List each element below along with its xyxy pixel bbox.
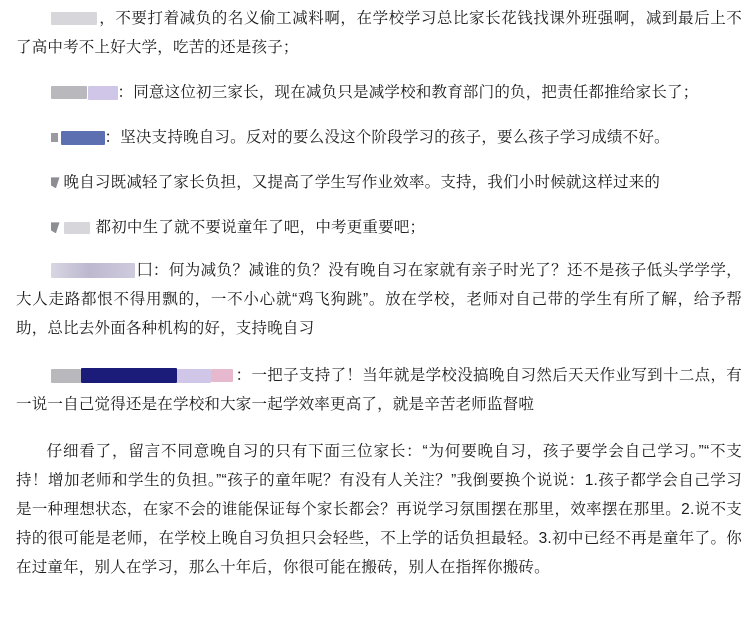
redacted-author-bar <box>51 263 135 278</box>
comment-text: 都初中生了就不要说童年了吧，中考更重要吧； <box>95 219 426 236</box>
comment-body <box>16 168 742 197</box>
comment-item <box>0 256 756 343</box>
comment-text: 晚自习既减轻了家长负担，又提高了学生写作业效率。支持，我们小时候就这样过来的 <box>63 174 661 191</box>
comment-item <box>0 168 756 197</box>
comment-body <box>16 361 742 419</box>
comment-body <box>16 123 742 152</box>
redacted-author-bar <box>51 369 81 383</box>
comment-body <box>16 437 742 582</box>
author-colon: ： <box>104 129 121 146</box>
redacted-author-bar <box>61 131 105 145</box>
comment-text: ，不要打着减负的名义偷工减料啊，在学校学习总比家长花钱找课外班强啊，减到最后上不了高中考不上好大学，吃苦的还是孩子； <box>16 10 742 56</box>
comment-item <box>0 213 756 242</box>
author-square-glyph: 囗 <box>136 262 153 279</box>
avatar-fragment-icon <box>51 133 58 142</box>
comment-item <box>0 123 756 152</box>
comment-body <box>16 4 742 62</box>
comment-item <box>0 78 756 107</box>
comment-text: 坚决支持晚自习。反对的要么没这个阶段学习的孩子，要么孩子学习成绩不好。 <box>120 129 670 146</box>
comment-item <box>0 4 756 62</box>
redacted-author-bar <box>51 86 87 99</box>
comment-text: 同意这位初三家长，现在减负只是减学校和教育部门的负，把责任都推给家长了； <box>133 84 699 101</box>
redacted-author-bar-3 <box>177 369 211 383</box>
redacted-author-bar-4 <box>211 369 233 382</box>
comment-body <box>16 78 742 107</box>
comment-item <box>0 437 756 582</box>
comment-text: 仔细看了，留言不同意晚自习的只有下面三位家长：“为何要晚自习，孩子要学会自己学习。”“不支持！增加老师和学生的负担。”“孩子的童年呢？有没有人关注？”我倒要换个说说：1.孩子都学会自己学习是一种理想状态，在家不会的谁能保证每个家长都会？再说学习氛围摆在那里，效率摆在那里。2.说不支持的很可能是老师，在学校上晚自习负担只会轻些，不上学的话负担最轻。3.初中已经不再是童年了。你在过童年，别人在学习，那么十年后，你很可能在搬砖，别人在指挥你搬砖。 <box>16 443 742 576</box>
redacted-author-bar <box>51 12 97 25</box>
comment-body <box>16 213 742 242</box>
comment-thread-page <box>0 4 756 620</box>
redacted-author-bar-2 <box>88 86 118 100</box>
comment-body <box>16 256 742 343</box>
comment-text: 何为减负？减谁的负？没有晚自习在家就有亲子时光了？还不是孩子低头学学学，大人走路都恨不得用飘的，一不小心就“鸡飞狗跳”。放在学校，老师对自己带的学生有所了解，给予帮助，总比去外面各种机构的好，支持晚自习 <box>16 262 742 337</box>
redacted-author-bar <box>64 222 90 234</box>
comment-text: 一把子支持了！当年就是学校没搞晚自习然后天天作业写到十二点，有一说一自己觉得还是在学校和大家一起学效率更高了，就是辛苦老师监督啦 <box>16 367 742 413</box>
redacted-author-bar-2 <box>81 368 177 383</box>
avatar-fragment-icon <box>51 222 60 233</box>
avatar-fragment-icon <box>51 177 60 188</box>
author-colon: ： <box>235 367 252 384</box>
author-colon: ： <box>117 84 134 101</box>
comment-item <box>0 361 756 419</box>
author-colon: ： <box>152 262 169 279</box>
